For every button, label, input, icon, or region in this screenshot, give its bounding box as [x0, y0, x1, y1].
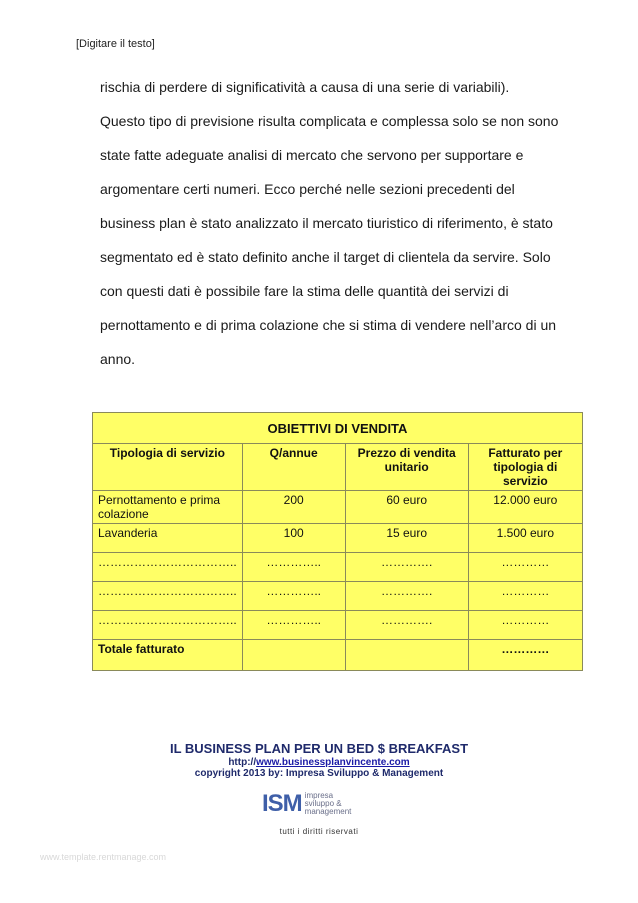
cell-revenue: …………: [468, 611, 582, 640]
logo-mark: ISM: [262, 790, 302, 817]
total-empty-cell: [345, 640, 468, 671]
cell-price: ………….: [345, 582, 468, 611]
cell-price: 15 euro: [345, 524, 468, 553]
table-row: [93, 611, 583, 640]
table-total-row: [93, 640, 583, 671]
cell-revenue: 1.500 euro: [468, 524, 582, 553]
logo-line-3: management: [304, 807, 352, 816]
cell-service: Lavanderia: [93, 524, 243, 553]
cell-quantity: …………..: [242, 553, 345, 582]
table-row: [93, 553, 583, 582]
table-row: [93, 491, 583, 524]
logo-line-2: sviluppo &: [304, 799, 342, 808]
table-title: OBIETTIVI DI VENDITA: [93, 413, 583, 444]
ism-logo: [262, 790, 382, 818]
cell-revenue: …………: [468, 553, 582, 582]
page-header-placeholder: [Digitare il testo]: [76, 38, 155, 50]
header-unit-price: Prezzo di vendita unitario: [345, 444, 468, 491]
cell-quantity: …………..: [242, 582, 345, 611]
header-quantity: Q/annue: [242, 444, 345, 491]
cell-price: 60 euro: [345, 491, 468, 524]
cell-service: ……………………………..: [93, 582, 243, 611]
body-text: [100, 70, 562, 376]
cell-revenue: …………: [468, 582, 582, 611]
cell-quantity: 100: [242, 524, 345, 553]
total-empty-cell: [242, 640, 345, 671]
logo-words: [305, 792, 352, 816]
watermark: www.template.rentmanage.com: [40, 852, 167, 862]
cell-quantity: …………..: [242, 611, 345, 640]
table-row: [93, 582, 583, 611]
footer-url: [0, 757, 638, 768]
footer-title: IL BUSINESS PLAN PER UN BED $ BREAKFAST: [169, 741, 469, 756]
cell-price: ………….: [345, 611, 468, 640]
cell-price: ………….: [345, 553, 468, 582]
total-value: …………: [468, 640, 582, 671]
cell-service: ……………………………..: [93, 553, 243, 582]
table-row: [93, 524, 583, 553]
total-label: Totale fatturato: [93, 640, 243, 671]
rights-reserved: tutti i diritti riservati: [279, 827, 359, 836]
sales-objectives-table: [92, 412, 583, 671]
cell-service: ……………………………..: [93, 611, 243, 640]
cell-service: Pernottamento e prima colazione: [93, 491, 243, 524]
paragraph-2: Questo tipo di previsione risulta complicata e complessa solo se non sono state fatte adeguate analisi di mercato che servono per supportare e argomentare certi numeri. Ecco perché nelle sezioni precedenti del business plan è stato analizzato il mercato tiuristico di riferimento, è stato segmentato ed è stato definito anche il target di clientela da servire. Solo con questi dati è possibile fare la stima delle quantità dei servizi di pernottamento e di prima colazione che si stima di vendere nell’arco di un anno.: [100, 113, 559, 367]
url-prefix: http://: [228, 757, 257, 768]
cell-revenue: 12.000 euro: [468, 491, 582, 524]
footer-copyright: copyright 2013 by: Impresa Sviluppo & Management: [194, 768, 444, 779]
logo-line-1: impresa: [304, 791, 334, 800]
paragraph-1: rischia di perdere di significatività a causa di una serie di variabili).: [100, 79, 510, 95]
cell-quantity: 200: [242, 491, 345, 524]
header-service-type: Tipologia di servizio: [93, 444, 243, 491]
header-revenue: Fatturato per tipologia di servizio: [468, 444, 582, 491]
website-link[interactable]: www.businessplanvincente.com: [256, 757, 410, 768]
